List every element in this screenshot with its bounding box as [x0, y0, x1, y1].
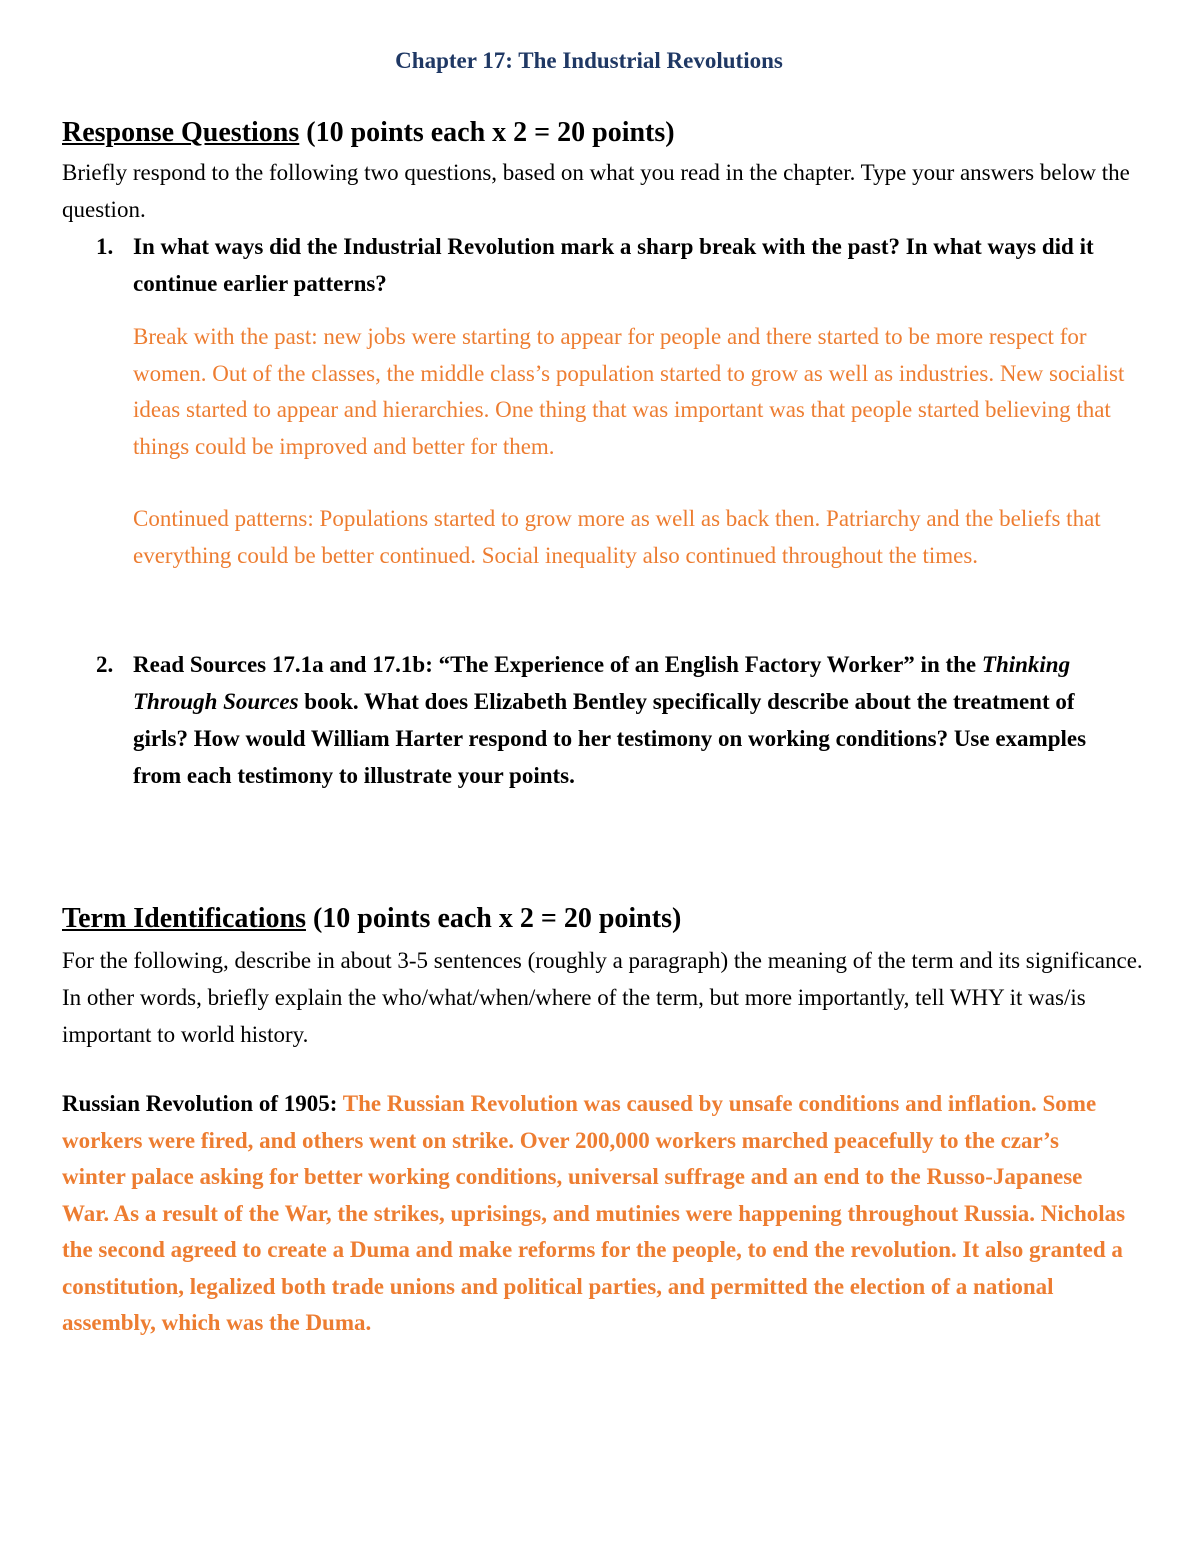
question-2-text-end: book. What does Elizabeth Bentley specifically describe about the treatment of girls? How would William Harter respond to her testimony on working conditions? Use examples from each testimony to illustrate your points. — [133, 689, 1087, 788]
question-1-answer-continued: Continued patterns: Populations started to grow more as well as back then. Patriarchy and the beliefs that everything could be better continued. Social inequality also continued throughout the times. — [133, 506, 1101, 568]
question-2-number: 2. — [96, 652, 114, 677]
response-questions-instructions: Briefly respond to the following two questions, based on what you read in the chapter. Type your answers below the question. — [62, 160, 1130, 222]
response-questions-title: Response Questions — [62, 117, 300, 148]
question-2-text-start: Read Sources 17.1a and 17.1b: “The Experience of an English Factory Worker” in the — [133, 652, 982, 677]
response-questions-points: (10 points each x 2 = 20 points) — [299, 117, 675, 148]
document-title: Chapter 17: The Industrial Revolutions — [395, 48, 783, 73]
term-label: Russian Revolution of 1905: — [62, 1091, 338, 1116]
term-definition: The Russian Revolution was caused by unsafe conditions and inflation. Some workers were fired, and others went on strike. Over 200,000 workers marched peacefully to the czar’s winter palace asking for better working conditions, universal suffrage and an end to the Russo-Japanese War. As a result of the War, the strikes, uprisings, and mutinies were happening throughout Russia. Nicholas the second agreed to create a Duma and make reforms for the people, to end the revolution. It also granted a constitution, legalized both trade unions and political parties, and permitted the election of a national assembly, which was the Duma. — [62, 1091, 1126, 1335]
question-2-text — [133, 646, 1113, 794]
response-questions-heading — [62, 115, 675, 151]
term-entry — [62, 1086, 1127, 1342]
question-1-number: 1. — [96, 234, 114, 259]
question-1-text: In what ways did the Industrial Revolution mark a sharp break with the past? In what ways did it continue earlier patterns? — [133, 234, 1094, 296]
question-2-book-title: Thinking Through Sources — [133, 652, 1071, 714]
term-identifications-title: Term Identifications — [62, 903, 306, 934]
term-identifications-points: (10 points each x 2 = 20 points) — [305, 903, 682, 934]
term-identifications-instructions: For the following, describe in about 3-5 sentences (roughly a paragraph) the meaning of the term and its significance. In other words, briefly explain the who/what/when/where of the term, but more importantly, tell WHY it was/is important to world history. — [62, 948, 1143, 1047]
question-1-answer-break: Break with the past: new jobs were starting to appear for people and there started to be more respect for women. Out of the classes, the middle class’s population started to grow as well as industries. New socialist ideas started to appear and hierarchies. One thing that was important was that people started believing that things could be improved and better for them. — [133, 324, 1125, 459]
term-identifications-heading — [62, 901, 681, 937]
